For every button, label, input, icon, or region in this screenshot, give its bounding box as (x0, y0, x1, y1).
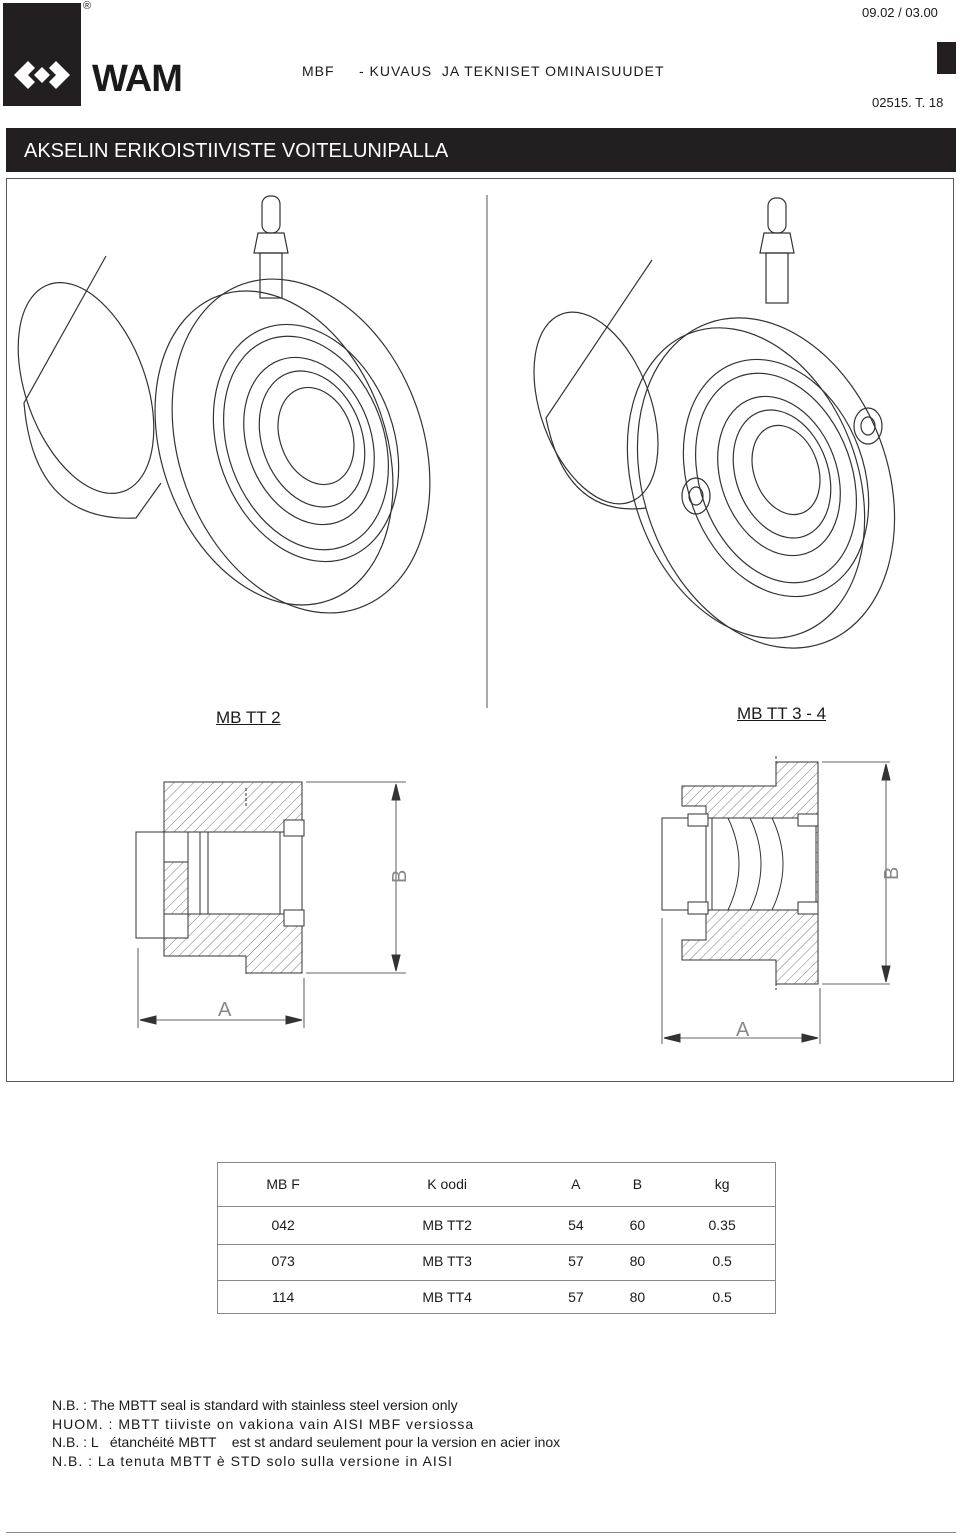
cell-kg: 0.35 (708, 1217, 736, 1233)
document-date: 09.02 / 03.00 (862, 5, 938, 20)
table-row (217, 1243, 776, 1279)
section-tab-marker (937, 42, 956, 74)
cell-kg: 0.5 (712, 1289, 732, 1305)
dimension-b-label-right: B (881, 866, 903, 880)
spec-table (217, 1162, 776, 1315)
mbtt2-section-view (136, 782, 406, 1028)
cell-code: MB TT4 (422, 1289, 472, 1305)
mbtt34-isometric-view (510, 198, 939, 684)
brand-wordmark: WAM (92, 58, 182, 100)
table-row (217, 1279, 776, 1315)
note-finnish: HUOM. : MBTT tiiviste on vakiona vain AISI MBF versiossa (52, 1415, 475, 1432)
cell-mbf: 042 (271, 1217, 295, 1233)
cell-b: 60 (629, 1217, 646, 1233)
cell-a: 57 (568, 1253, 584, 1269)
notes-block (52, 1396, 560, 1470)
cell-mbf: 073 (271, 1253, 295, 1269)
dimension-b-label-left: B (389, 869, 411, 883)
mbtt2-isometric-view (6, 196, 474, 649)
table-header-row (217, 1162, 776, 1207)
technical-drawing (6, 178, 954, 1082)
cell-mbf: 114 (271, 1289, 295, 1305)
caption-mbtt34: MB TT 3 - 4 (737, 704, 827, 723)
page-title: AKSELIN ERIKOISTIIVISTE VOITELUNIPALLA (24, 140, 449, 162)
header-b: B (607, 1162, 669, 1207)
cell-a: 54 (568, 1217, 584, 1233)
dimension-a-label-left: A (218, 999, 232, 1021)
bottom-rule (6, 1532, 956, 1533)
mbtt34-section-view (662, 756, 890, 1044)
cell-b: 80 (629, 1253, 646, 1269)
note-italian: N.B. : La tenuta MBTT è STD solo sulla versione in AISI (52, 1452, 454, 1469)
wam-logo-emblem (3, 3, 81, 106)
cell-code: MB TT3 (422, 1253, 472, 1269)
caption-mbtt2: MB TT 2 (216, 708, 281, 727)
header-a: A (545, 1162, 607, 1207)
note-french: N.B. : L étanchéité MBTT est st andard seulement pour la version en acier inox (52, 1434, 561, 1450)
header-kg: kg (668, 1162, 776, 1207)
header-code: K oodi (349, 1162, 545, 1207)
cell-a: 57 (568, 1289, 584, 1305)
cell-b: 80 (629, 1289, 646, 1305)
cell-code: MB TT2 (422, 1217, 472, 1233)
note-english: N.B. : The MBTT seal is standard with stainless steel version only (52, 1397, 458, 1413)
header-mbf: MB F (217, 1162, 349, 1207)
table-row (217, 1207, 776, 1244)
document-subtitle: MBF - KUVAUS JA TEKNISET OMINAISUUDET (302, 63, 665, 79)
dimension-a-label-right: A (736, 1019, 750, 1041)
document-code: 02515. T. 18 (872, 95, 944, 110)
registered-mark: ® (83, 0, 92, 12)
cell-kg: 0.5 (712, 1253, 732, 1269)
